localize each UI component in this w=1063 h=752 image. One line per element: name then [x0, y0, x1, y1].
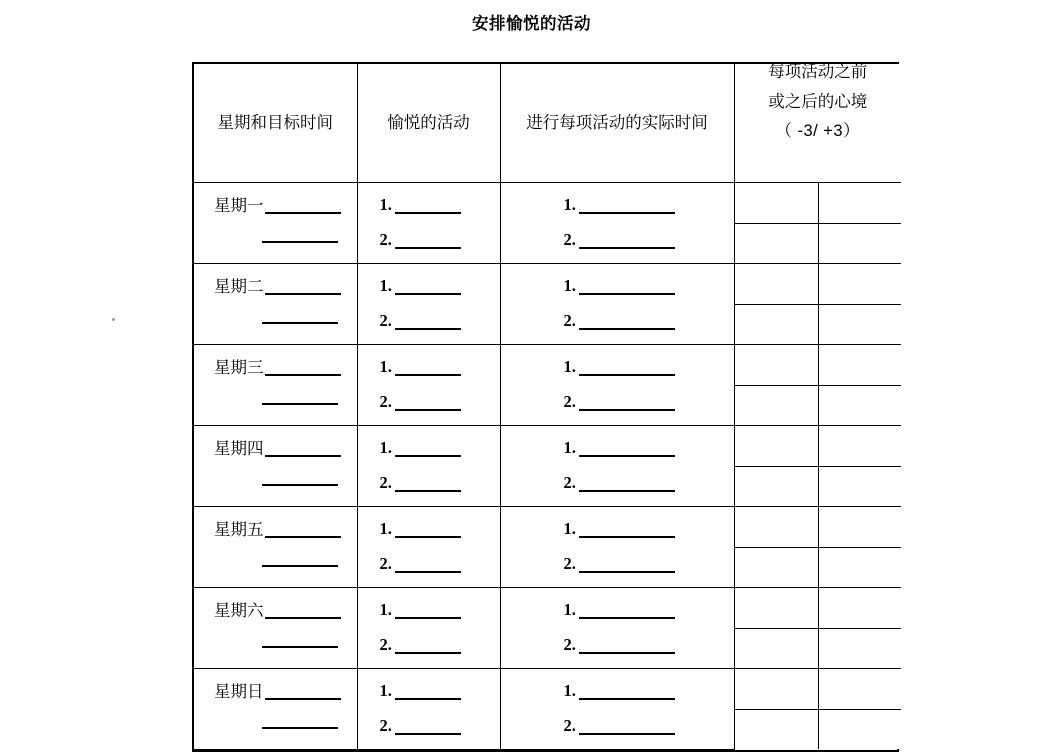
- header-cell-mood-rating: [734, 64, 901, 183]
- table-row: [194, 345, 901, 386]
- activity-item-1-blank-line[interactable]: [395, 441, 461, 457]
- activity-item-1-number: 1.: [379, 276, 392, 295]
- mood-before-cell-second[interactable]: [734, 466, 818, 507]
- actual-time-item-1[interactable]: [564, 359, 675, 376]
- mood-before-cell-second[interactable]: [734, 385, 818, 426]
- pleasant-activity-cell[interactable]: [357, 426, 500, 507]
- target-time-blank-line-second[interactable]: [262, 403, 338, 405]
- activity-item-1-number: 1.: [379, 600, 392, 619]
- activity-item-1-blank-line[interactable]: [395, 360, 461, 376]
- activity-item-1[interactable]: [380, 359, 461, 376]
- mood-after-cell[interactable]: [818, 669, 901, 710]
- activity-item-2[interactable]: [380, 232, 461, 249]
- mood-after-cell[interactable]: [818, 345, 901, 386]
- actual-time-item-1-blank-line[interactable]: [579, 603, 675, 619]
- activity-item-1-blank-line[interactable]: [395, 198, 461, 214]
- header-label-mood-line2: 或之后的心境: [768, 92, 868, 111]
- header-label-actual-time: 进行每项活动的实际时间: [526, 113, 708, 132]
- table-row: [194, 264, 901, 305]
- day-target-time-cell[interactable]: [194, 345, 357, 426]
- activity-item-1-number: 1.: [379, 519, 392, 538]
- mood-after-cell-second[interactable]: [818, 547, 901, 588]
- target-time-blank-line[interactable]: [265, 440, 341, 457]
- activity-item-2-blank-line[interactable]: [395, 233, 461, 249]
- pleasant-activity-cell[interactable]: [357, 507, 500, 588]
- actual-time-item-2-number: 2.: [563, 635, 576, 654]
- actual-time-cell[interactable]: [500, 426, 734, 507]
- actual-time-cell[interactable]: [500, 588, 734, 669]
- mood-before-cell[interactable]: [734, 507, 818, 548]
- actual-time-item-2-blank-line[interactable]: [579, 395, 675, 411]
- actual-time-item-2-blank-line[interactable]: [579, 476, 675, 492]
- activity-item-2[interactable]: [380, 394, 461, 411]
- mood-before-cell[interactable]: [734, 588, 818, 629]
- activity-item-1[interactable]: [380, 440, 461, 457]
- header-label-pleasant-activity: 愉悦的活动: [387, 113, 470, 132]
- activity-item-1-blank-line[interactable]: [395, 603, 461, 619]
- activity-item-2-blank-line[interactable]: [395, 638, 461, 654]
- target-time-blank-line-second[interactable]: [262, 484, 338, 486]
- mood-before-cell[interactable]: [734, 426, 818, 467]
- target-time-blank-line[interactable]: [265, 359, 341, 376]
- mood-after-cell[interactable]: [818, 183, 901, 224]
- day-label: 星期四: [214, 439, 264, 458]
- table-row: [194, 669, 901, 710]
- mood-before-cell-second[interactable]: [734, 547, 818, 588]
- activity-item-1-number: 1.: [379, 438, 392, 457]
- day-target-time-cell[interactable]: [194, 588, 357, 669]
- actual-time-item-1[interactable]: [564, 521, 675, 538]
- activity-item-1[interactable]: [380, 278, 461, 295]
- mood-after-cell-second[interactable]: [818, 223, 901, 264]
- actual-time-item-1-number: 1.: [563, 681, 576, 700]
- pleasant-activity-cell[interactable]: [357, 669, 500, 750]
- day-target-time-cell[interactable]: [194, 264, 357, 345]
- actual-time-item-2-blank-line[interactable]: [579, 314, 675, 330]
- mood-before-cell-second[interactable]: [734, 628, 818, 669]
- actual-time-item-1-number: 1.: [563, 276, 576, 295]
- actual-time-item-2[interactable]: [564, 313, 675, 330]
- header-cell-pleasant-activity: [357, 64, 500, 183]
- header-label-mood-scale: （ -3/ +3）: [775, 122, 861, 140]
- mood-after-cell[interactable]: [818, 264, 901, 305]
- mood-after-cell-second[interactable]: [818, 466, 901, 507]
- day-target-time-cell[interactable]: [194, 669, 357, 750]
- activity-item-1-blank-line[interactable]: [395, 684, 461, 700]
- actual-time-item-2[interactable]: [564, 475, 675, 492]
- target-time-blank-line[interactable]: [265, 683, 341, 700]
- actual-time-cell[interactable]: [500, 183, 734, 264]
- day-target-time-cell[interactable]: [194, 507, 357, 588]
- mood-after-cell[interactable]: [818, 507, 901, 548]
- activity-item-2-blank-line[interactable]: [395, 395, 461, 411]
- table-row: [194, 507, 901, 548]
- actual-time-item-1[interactable]: [564, 683, 675, 700]
- mood-before-cell[interactable]: [734, 669, 818, 710]
- activity-item-1-number: 1.: [379, 681, 392, 700]
- day-label: 星期六: [214, 601, 264, 620]
- table-row: [194, 588, 901, 629]
- activity-item-2-blank-line[interactable]: [395, 719, 461, 735]
- actual-time-item-1-number: 1.: [563, 519, 576, 538]
- activity-item-2-number: 2.: [379, 392, 392, 411]
- pleasant-activity-cell[interactable]: [357, 264, 500, 345]
- day-target-time-cell[interactable]: [194, 183, 357, 264]
- actual-time-item-1-blank-line[interactable]: [579, 360, 675, 376]
- activity-item-2-blank-line[interactable]: [395, 314, 461, 330]
- activity-item-1[interactable]: [380, 521, 461, 538]
- mood-after-cell-second[interactable]: [818, 304, 901, 345]
- activity-item-2[interactable]: [380, 718, 461, 735]
- header-label-day-and-target-time: 星期和目标时间: [217, 113, 333, 132]
- target-time-blank-line-second[interactable]: [262, 727, 338, 729]
- mood-after-cell[interactable]: [818, 426, 901, 467]
- actual-time-item-1[interactable]: [564, 602, 675, 619]
- activity-item-2-number: 2.: [379, 311, 392, 330]
- pleasant-activity-cell[interactable]: [357, 588, 500, 669]
- actual-time-item-2-number: 2.: [563, 473, 576, 492]
- actual-time-item-2-number: 2.: [563, 554, 576, 573]
- activity-item-2-number: 2.: [379, 473, 392, 492]
- mood-before-cell[interactable]: [734, 264, 818, 305]
- actual-time-item-2[interactable]: [564, 556, 675, 573]
- target-time-blank-line[interactable]: [265, 278, 341, 295]
- target-time-blank-line[interactable]: [265, 521, 341, 538]
- header-label-mood-line1: 每项活动之前: [768, 63, 868, 81]
- actual-time-cell[interactable]: [500, 345, 734, 426]
- actual-time-item-1-blank-line[interactable]: [579, 279, 675, 295]
- activity-item-1-blank-line[interactable]: [395, 279, 461, 295]
- activity-item-2-number: 2.: [379, 635, 392, 654]
- day-label: 星期五: [214, 520, 264, 539]
- actual-time-item-2-number: 2.: [563, 311, 576, 330]
- table-row: [194, 426, 901, 467]
- pleasant-activity-cell[interactable]: [357, 345, 500, 426]
- day-label: 星期二: [214, 277, 264, 296]
- activity-item-1-number: 1.: [379, 195, 392, 214]
- day-label: 星期一: [214, 196, 264, 215]
- actual-time-item-2-blank-line[interactable]: [579, 557, 675, 573]
- actual-time-item-1-blank-line[interactable]: [579, 198, 675, 214]
- actual-time-item-2-blank-line[interactable]: [579, 719, 675, 735]
- target-time-blank-line[interactable]: [265, 602, 341, 619]
- day-label: 星期三: [214, 358, 264, 377]
- actual-time-item-2-number: 2.: [563, 716, 576, 735]
- table-header-row: [194, 64, 901, 183]
- actual-time-item-1-blank-line[interactable]: [579, 522, 675, 538]
- day-target-time-cell[interactable]: [194, 426, 357, 507]
- actual-time-item-2[interactable]: [564, 637, 675, 654]
- header-cell-day-and-target-time: [194, 64, 357, 183]
- actual-time-item-2-blank-line[interactable]: [579, 233, 675, 249]
- mood-after-cell-second[interactable]: [818, 385, 901, 426]
- activity-item-1-blank-line[interactable]: [395, 522, 461, 538]
- actual-time-item-2[interactable]: [564, 718, 675, 735]
- actual-time-item-1[interactable]: [564, 197, 675, 214]
- activity-item-1[interactable]: [380, 602, 461, 619]
- table-row: [194, 183, 901, 224]
- activity-item-2[interactable]: [380, 475, 461, 492]
- mood-before-cell-second[interactable]: [734, 223, 818, 264]
- target-time-blank-line[interactable]: [265, 197, 341, 214]
- activity-item-2-number: 2.: [379, 230, 392, 249]
- actual-time-item-1-number: 1.: [563, 357, 576, 376]
- actual-time-item-2[interactable]: [564, 232, 675, 249]
- target-time-blank-line-second[interactable]: [262, 241, 338, 243]
- mood-after-cell[interactable]: [818, 588, 901, 629]
- mood-after-cell-second[interactable]: [818, 628, 901, 669]
- mood-before-cell-second[interactable]: [734, 304, 818, 345]
- target-time-blank-line-second[interactable]: [262, 565, 338, 567]
- target-time-blank-line-second[interactable]: [262, 322, 338, 324]
- mood-before-cell[interactable]: [734, 183, 818, 224]
- actual-time-cell[interactable]: [500, 264, 734, 345]
- activity-item-2[interactable]: [380, 556, 461, 573]
- activity-item-2-number: 2.: [379, 716, 392, 735]
- activity-item-2[interactable]: [380, 637, 461, 654]
- actual-time-item-2-blank-line[interactable]: [579, 638, 675, 654]
- actual-time-item-2-number: 2.: [563, 230, 576, 249]
- scan-artifact-speck: [112, 318, 115, 321]
- activity-schedule-table: [192, 62, 899, 752]
- actual-time-item-1-number: 1.: [563, 600, 576, 619]
- mood-before-cell[interactable]: [734, 345, 818, 386]
- day-label: 星期日: [214, 682, 264, 701]
- target-time-blank-line-second[interactable]: [262, 646, 338, 648]
- activity-item-1[interactable]: [380, 197, 461, 214]
- actual-time-item-1-number: 1.: [563, 438, 576, 457]
- actual-time-cell[interactable]: [500, 669, 734, 750]
- actual-time-cell[interactable]: [500, 507, 734, 588]
- activity-item-1-number: 1.: [379, 357, 392, 376]
- header-cell-actual-time: [500, 64, 734, 183]
- actual-time-item-1[interactable]: [564, 278, 675, 295]
- mood-before-cell-second[interactable]: [734, 709, 818, 749]
- actual-time-item-1-blank-line[interactable]: [579, 684, 675, 700]
- actual-time-item-1[interactable]: [564, 440, 675, 457]
- activity-item-2-blank-line[interactable]: [395, 476, 461, 492]
- activity-item-1[interactable]: [380, 683, 461, 700]
- activity-item-2-number: 2.: [379, 554, 392, 573]
- actual-time-item-2[interactable]: [564, 394, 675, 411]
- mood-after-cell-second[interactable]: [818, 709, 901, 749]
- pleasant-activity-cell[interactable]: [357, 183, 500, 264]
- actual-time-item-1-blank-line[interactable]: [579, 441, 675, 457]
- activity-item-2-blank-line[interactable]: [395, 557, 461, 573]
- actual-time-item-2-number: 2.: [563, 392, 576, 411]
- activity-item-2[interactable]: [380, 313, 461, 330]
- page-title: 安排愉悦的活动: [472, 15, 591, 33]
- actual-time-item-1-number: 1.: [563, 195, 576, 214]
